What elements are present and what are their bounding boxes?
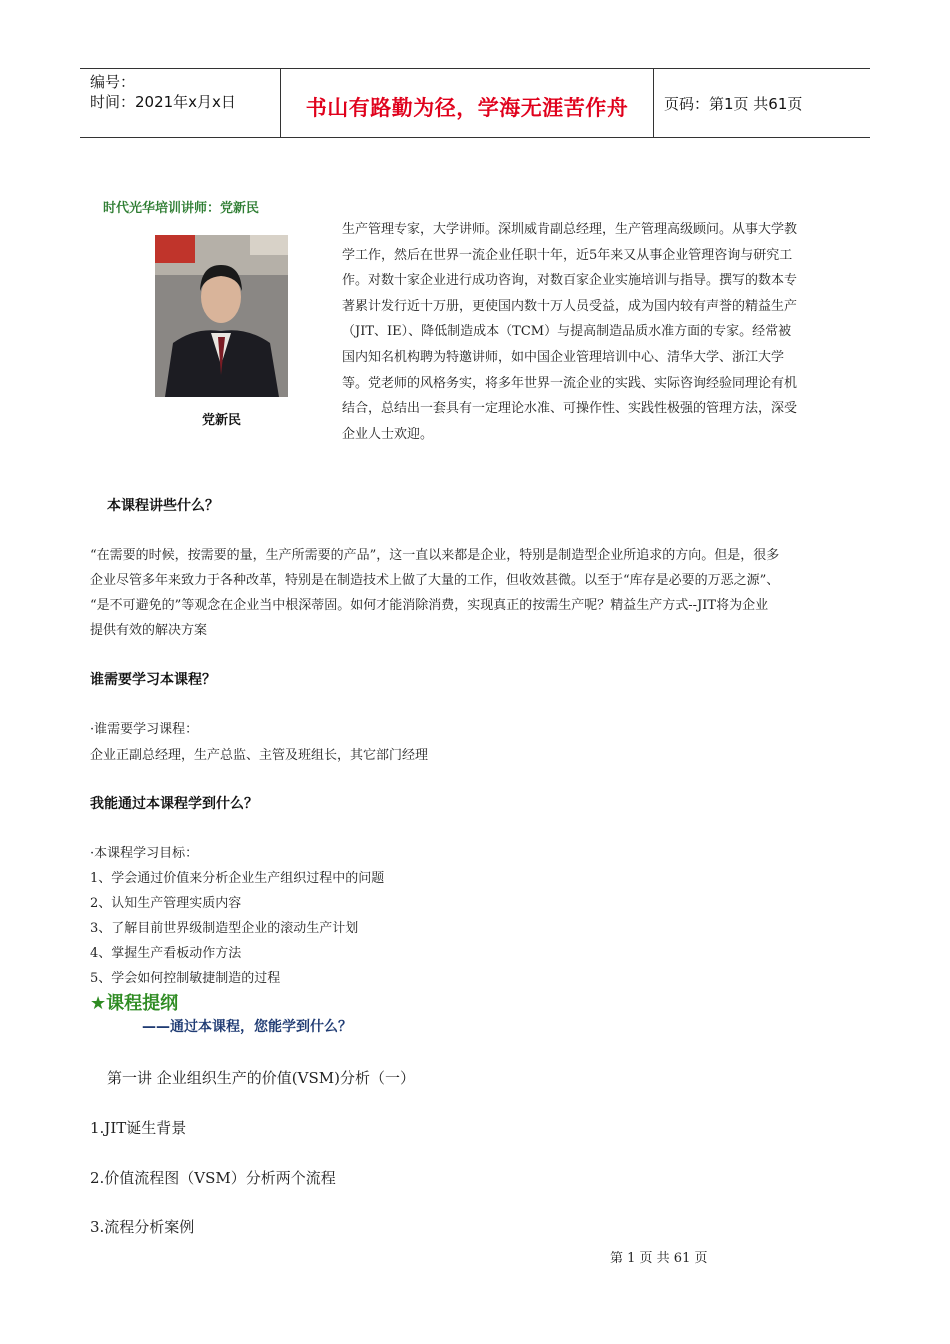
- section-heading-who: 谁需要学习本课程？: [90, 672, 216, 688]
- bio-line: 学工作，然后在世界一流企业任职十年，近5年来又从事企业管理咨询与研究工: [342, 247, 793, 263]
- lecturer-photo: [155, 235, 288, 397]
- paragraph-line: “在需要的时候，按需要的量，生产所需要的产品”，这一直以来都是企业，特别是制造型企业所追求的方向。但是，很多: [90, 548, 780, 563]
- bio-line: 生产管理专家，大学讲师。深圳威肯副总经理，生产管理高级顾问。从事大学教: [342, 222, 798, 237]
- outline-subtitle: ——通过本课程，您能学到什么？: [142, 1019, 352, 1035]
- lecturer-title: 时代光华培训讲师：党新民: [103, 201, 260, 216]
- bio-line: （JIT、IE）、降低制造成本（TCM）与提高制造品质水准方面的专家。经常被: [342, 324, 792, 340]
- bio-line: 结合，总结出一套具有一定理论水准、可操作性、实践性极强的管理方法，深受: [342, 401, 798, 417]
- lecturer-bio: [342, 217, 852, 447]
- list-item: 2、认知生产管理实质内容: [90, 896, 242, 911]
- bio-line: 著累计发行近十万册，更使国内数十万人员受益，成为国内较有声誉的精益生产: [342, 298, 798, 314]
- outline-item: 3.流程分析案例: [90, 1218, 195, 1236]
- bio-line: 作。对数十家企业进行成功咨询，对数百家企业实施培训与指导。撰写的数本专: [342, 273, 798, 289]
- outline-title: ★课程提纲: [90, 993, 179, 1014]
- list-item: 1、学会通过价值来分析企业生产组织过程中的问题: [90, 871, 385, 886]
- outline-item: 2.价值流程图（VSM）分析两个流程: [90, 1169, 336, 1187]
- bio-line: 企业人士欢迎。: [342, 426, 434, 442]
- portrait-image: [155, 235, 288, 397]
- paragraph-line: “是不可避免的”等观念在企业当中根深蒂固。如何才能消除消费，实现真正的按需生产呢？精益生产方式--JIT将为企业: [90, 598, 769, 613]
- header-meta-cell: [80, 69, 281, 137]
- list-item: ·本课程学习目标：: [90, 846, 199, 861]
- paragraph-line: 企业尽管多年来致力于各种改革，特别是在制造技术上做了大量的工作，但收效甚微。以至于“库存是必要的万恶之源”、: [90, 573, 780, 588]
- photo-caption: 党新民: [201, 413, 241, 428]
- section-heading-learn: 我能通过本课程学到什么？: [90, 796, 258, 812]
- list-item: 4、掌握生产看板动作方法: [90, 946, 242, 961]
- section-heading-what: 本课程讲些什么？: [107, 498, 219, 514]
- page-label: 页码：第1页 共61页: [664, 95, 803, 113]
- paragraph-line: 企业正副总经理，生产总监、主管及班组长，其它部门经理: [90, 748, 429, 763]
- paragraph-line: 提供有效的解决方案: [90, 623, 208, 638]
- header-motto-cell: [281, 69, 654, 137]
- document-header: [80, 68, 870, 138]
- paragraph-line: ·谁需要学习课程：: [90, 722, 199, 737]
- motto: 书山有路勤为径，学海无涯苦作舟: [305, 95, 629, 120]
- list-item: 3、了解目前世界级制造型企业的滚动生产计划: [90, 921, 359, 936]
- page-footer: 第 1 页 共 61 页: [610, 1251, 708, 1266]
- date-label: 时间：2021年x月x日: [90, 93, 236, 111]
- bio-line: 等。党老师的风格务实，将多年世界一流企业的实践、实际咨询经验同理论有机: [342, 375, 798, 391]
- list-item: 5、学会如何控制敏捷制造的过程: [90, 971, 281, 986]
- bio-line: 国内知名机构聘为特邀讲师，如中国企业管理培训中心、清华大学、浙江大学: [342, 349, 785, 365]
- lecture-heading: 第一讲 企业组织生产的价值(VSM)分析（一）: [107, 1069, 415, 1087]
- header-page-cell: [654, 69, 870, 137]
- outline-item: 1.JIT诞生背景: [90, 1119, 187, 1137]
- number-label: 编号：: [90, 73, 136, 91]
